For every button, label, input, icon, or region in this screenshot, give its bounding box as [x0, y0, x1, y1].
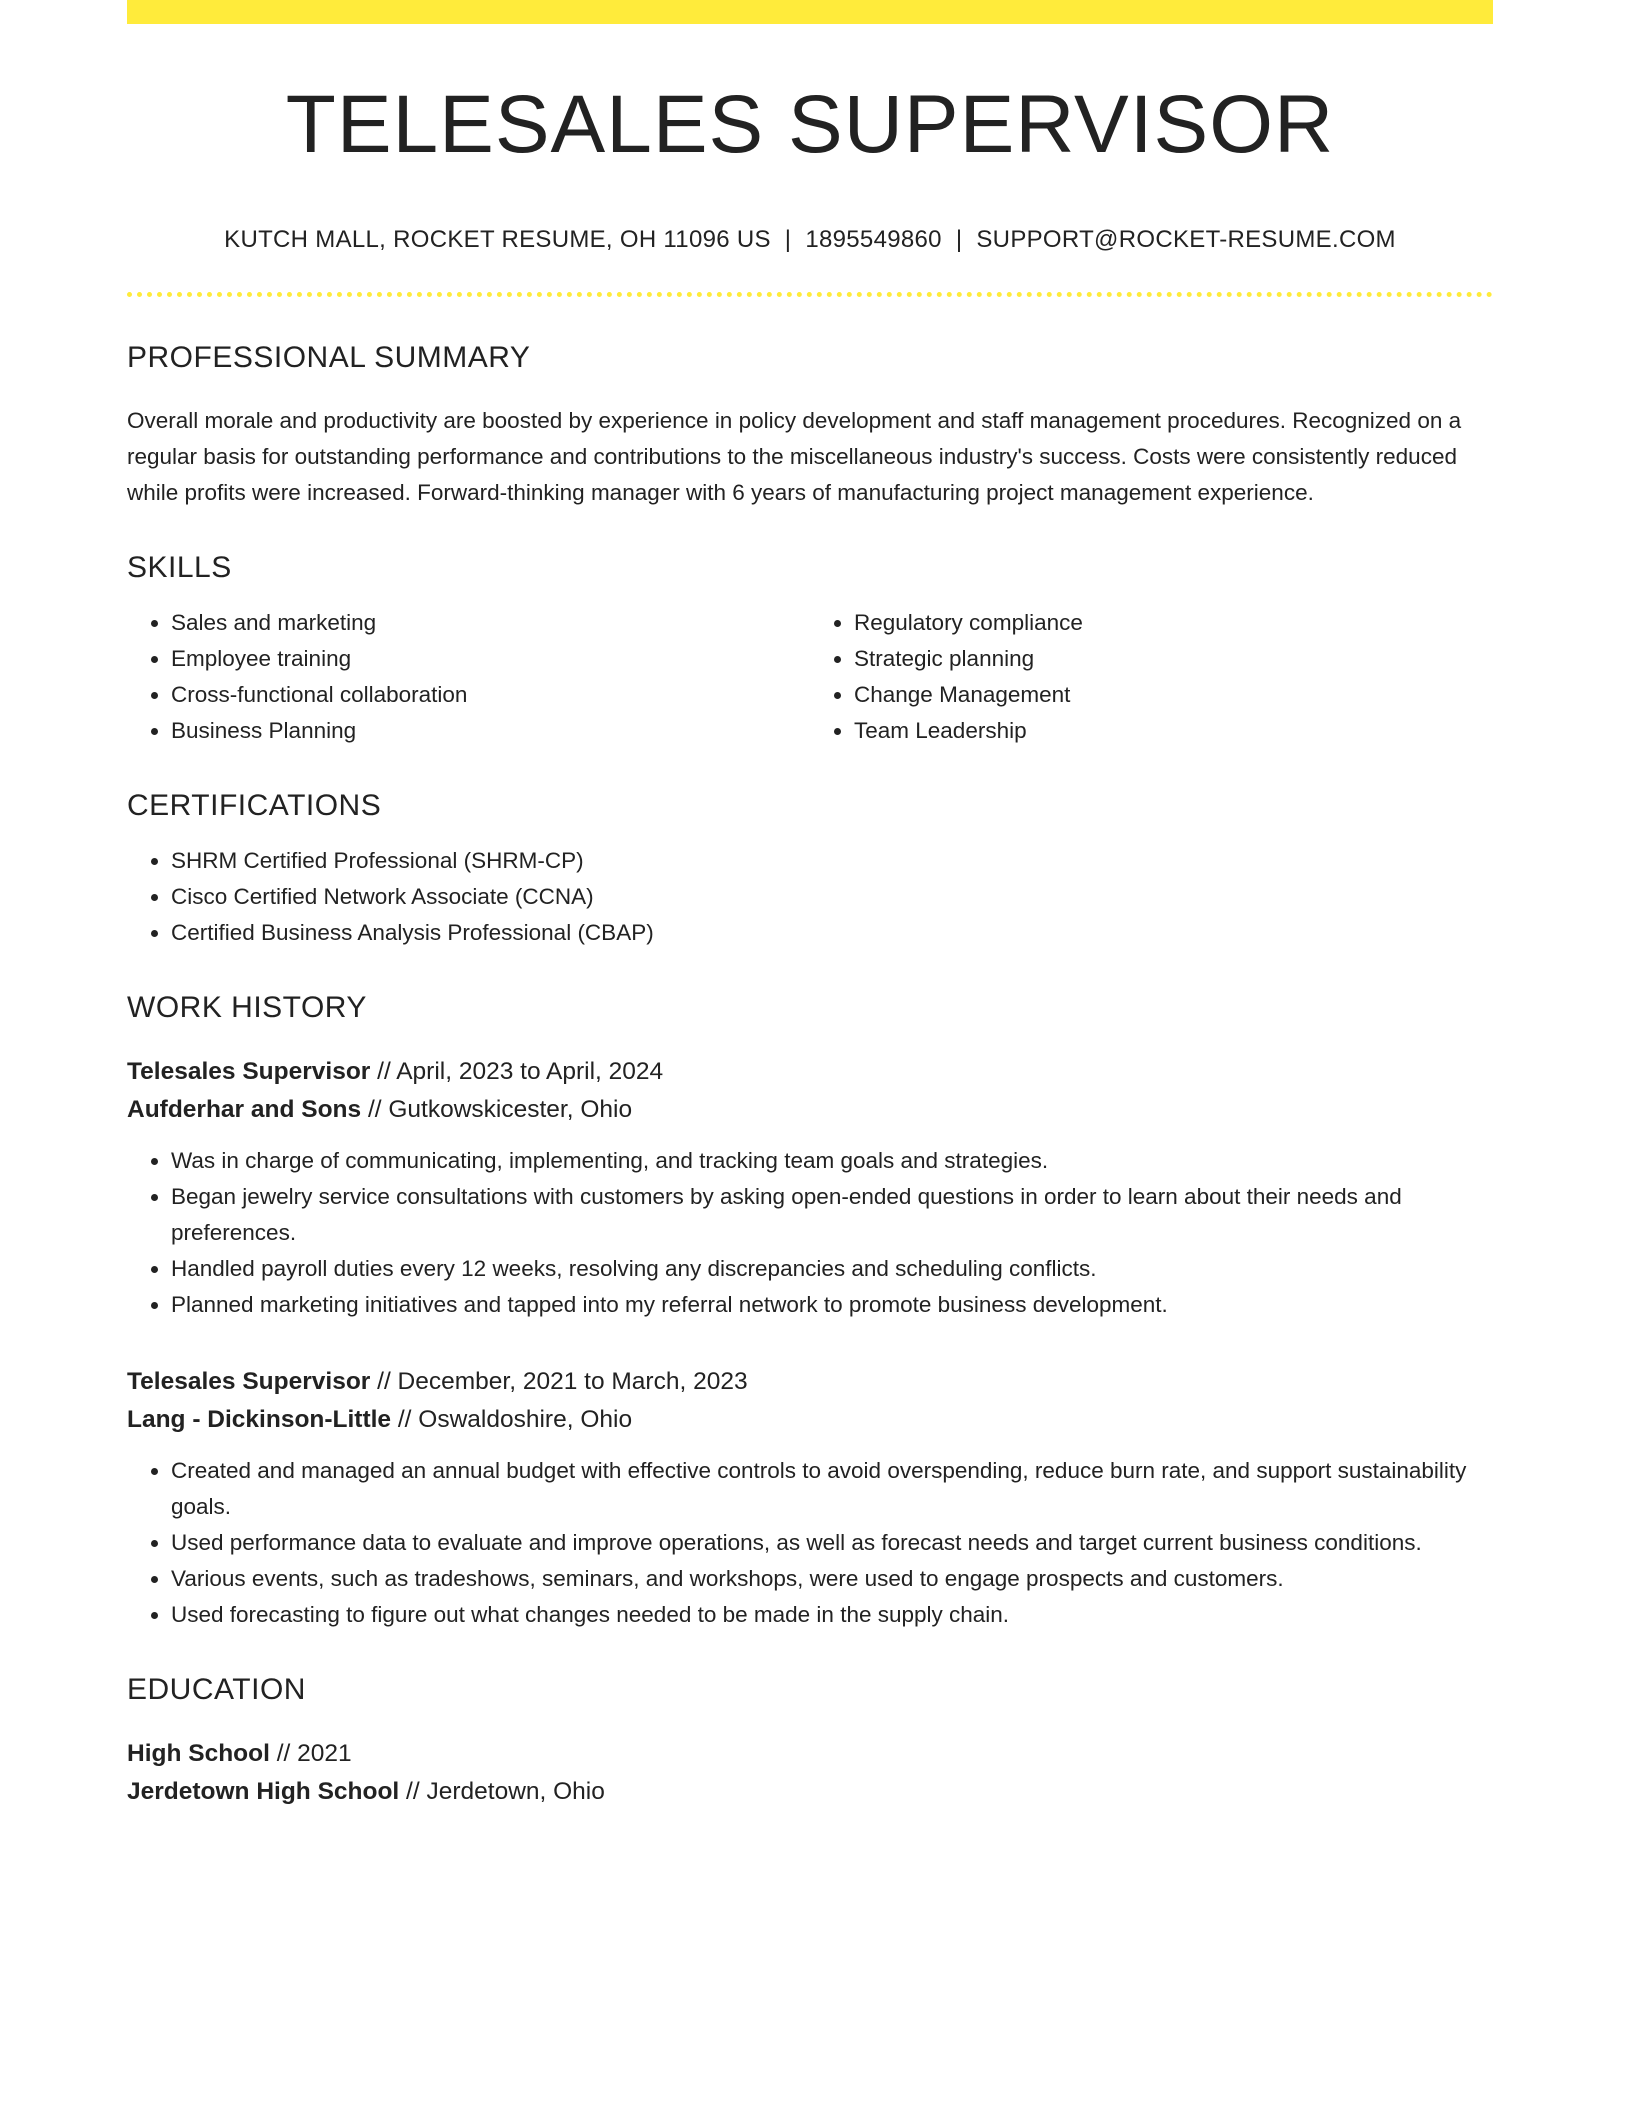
- contact-email: SUPPORT@ROCKET-RESUME.COM: [976, 226, 1396, 254]
- job-duty: • Was in charge of communicating, implementing, and tracking team goals and strategies.: [171, 1143, 1493, 1179]
- contact-separator: |: [784, 226, 792, 254]
- job-duty: • Planned marketing initiatives and tapped into my referral network to promote business development.: [171, 1287, 1493, 1323]
- education-location: // Jerdetown, Ohio: [399, 1778, 605, 1806]
- work-history-heading: WORK HISTORY: [127, 991, 367, 1025]
- summary-heading: PROFESSIONAL SUMMARY: [127, 341, 531, 375]
- job-duty: • Used performance data to evaluate and improve operations, as well as forecast needs and target current business conditions.: [171, 1525, 1493, 1561]
- job-dates: // December, 2021 to March, 2023: [370, 1368, 748, 1396]
- skill-item: • Employee training: [171, 641, 810, 677]
- dotted-divider: [127, 292, 1493, 297]
- job-duty: • Created and managed an annual budget with effective controls to avoid overspending, reduce burn rate, and support sustainability goals.: [171, 1453, 1493, 1525]
- job-duty: • Handled payroll duties every 12 weeks, resolving any discrepancies and scheduling conflicts.: [171, 1251, 1493, 1287]
- resume-title: TELESALES SUPERVISOR: [285, 79, 1335, 170]
- resume-page: [127, 0, 1493, 1811]
- skill-item: • Cross-functional collaboration: [171, 677, 810, 713]
- certifications-list: [127, 843, 1493, 951]
- contact-line: [127, 226, 1493, 254]
- job-duty: • Began jewelry service consultations with customers by asking open-ended questions in order to learn about their needs and preferences.: [171, 1179, 1493, 1251]
- job-role: Telesales Supervisor: [127, 1058, 371, 1086]
- job-company: Lang - Dickinson-Little: [127, 1406, 392, 1434]
- skill-item: • Team Leadership: [854, 713, 1493, 749]
- skill-item: • Sales and marketing: [171, 605, 810, 641]
- contact-separator: |: [955, 226, 963, 254]
- certification-item: • Cisco Certified Network Associate (CCNA): [171, 879, 1493, 915]
- skills-section: [127, 551, 1493, 749]
- certifications-heading: CERTIFICATIONS: [127, 789, 382, 823]
- education-section: [127, 1673, 1493, 1811]
- contact-address: KUTCH MALL, ROCKET RESUME, OH 11096 US: [224, 226, 771, 254]
- summary-text: Overall morale and productivity are boosted by experience in policy development and staff management procedures. Recognized on a regular basis for outstanding performance and contributions to the miscellaneous industry's success. Costs were consistently reduced while profits were increased. Forward-thinking manager with 6 years of manufacturing project management experience.: [127, 408, 1462, 506]
- job-duties-list: [127, 1143, 1493, 1323]
- accent-top-bar: [127, 0, 1493, 24]
- job-dates: // April, 2023 to April, 2024: [370, 1058, 664, 1086]
- skills-list-left: [127, 605, 810, 749]
- job-location: // Gutkowskicester, Ohio: [361, 1096, 633, 1124]
- certification-item: • SHRM Certified Professional (SHRM-CP): [171, 843, 1493, 879]
- education-heading: EDUCATION: [127, 1673, 306, 1707]
- education-school: Jerdetown High School: [127, 1778, 400, 1806]
- skill-item: • Business Planning: [171, 713, 810, 749]
- job-company: Aufderhar and Sons: [127, 1096, 362, 1124]
- certification-item: • Certified Business Analysis Professional (CBAP): [171, 915, 1493, 951]
- job-duty: • Used forecasting to figure out what changes needed to be made in the supply chain.: [171, 1597, 1493, 1633]
- job-company-line: [127, 1091, 1493, 1129]
- skill-item: • Change Management: [854, 677, 1493, 713]
- skill-item: • Strategic planning: [854, 641, 1493, 677]
- job-role-line: [127, 1363, 1493, 1401]
- education-entry: [127, 1735, 1493, 1811]
- skills-grid: [127, 605, 1493, 749]
- skill-item: • Regulatory compliance: [854, 605, 1493, 641]
- skills-heading: SKILLS: [127, 551, 232, 585]
- education-degree: High School: [127, 1740, 270, 1768]
- job-duty: • Various events, such as tradeshows, seminars, and workshops, were used to engage prospects and customers.: [171, 1561, 1493, 1597]
- job-entry: [127, 1053, 1493, 1323]
- summary-section: [127, 341, 1493, 511]
- contact-phone: 1895549860: [805, 226, 942, 254]
- job-role: Telesales Supervisor: [127, 1368, 371, 1396]
- certifications-section: [127, 789, 1493, 951]
- job-duties-list: [127, 1453, 1493, 1633]
- job-location: // Oswaldoshire, Ohio: [391, 1406, 633, 1434]
- job-entry: [127, 1363, 1493, 1633]
- skills-list-right: [810, 605, 1493, 749]
- education-degree-line: [127, 1735, 1493, 1773]
- job-company-line: [127, 1401, 1493, 1439]
- education-year: // 2021: [269, 1740, 352, 1768]
- job-role-line: [127, 1053, 1493, 1091]
- education-school-line: [127, 1773, 1493, 1811]
- work-history-section: [127, 991, 1493, 1633]
